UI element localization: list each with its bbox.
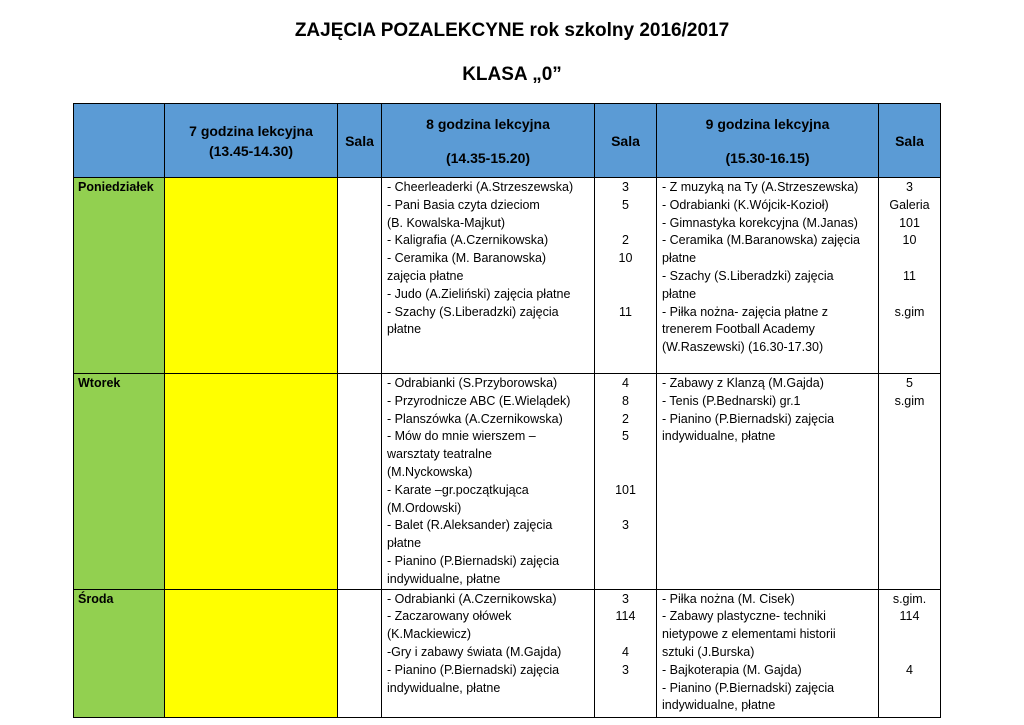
- cell-line: (M.Ordowski): [387, 500, 462, 515]
- cell-line: - Zabawy z Klanzą (M.Gajda): [662, 376, 824, 390]
- cell-line: [879, 680, 940, 698]
- cell-line: - Pianino (P.Biernadski) zajęcia: [662, 411, 835, 426]
- cell-line: 11: [903, 268, 916, 283]
- cell-line: 2: [622, 233, 629, 248]
- cell-line: 8: [622, 393, 629, 408]
- cell-line: -Gry i zabawy świata (M.Gajda): [387, 644, 562, 659]
- cell-line: 3: [622, 180, 629, 194]
- cell-line: indywidualne, płatne: [662, 698, 776, 713]
- cell-line: [595, 553, 656, 571]
- table-row: [74, 374, 941, 590]
- cell-line: 3: [622, 518, 629, 533]
- cell-line: [879, 428, 940, 446]
- cell-line: indywidualne, płatne: [387, 571, 501, 586]
- cell-line: - Zaczarowany ołówek: [387, 609, 512, 624]
- cell-line: [879, 411, 940, 429]
- cell-line: - Piłka nożna- zajęcia płatne z: [662, 304, 829, 319]
- activities-9-cell: [657, 374, 879, 590]
- cell-line: - Szachy (S.Liberadzki) zajęcia: [662, 268, 834, 283]
- cell-line: płatne: [662, 286, 697, 301]
- cell-line: - Pianino (P.Biernadski) zajęcia: [662, 680, 835, 695]
- cell-line: [595, 268, 656, 286]
- cell-line: - Zabawy plastyczne- techniki: [662, 609, 826, 624]
- cell-line: - Tenis (P.Bednarski) gr.1: [662, 393, 801, 408]
- rooms-8-cell: [595, 374, 657, 590]
- cell-line: - Pani Basia czyta dzieciom: [387, 197, 540, 212]
- cell-line: - Gimnastyka korekcyjna (M.Janas): [662, 215, 858, 230]
- cell-line: warsztaty teatralne: [387, 447, 492, 462]
- cell-line: (M.Nyckowska): [387, 464, 473, 479]
- cell-line: s.gim.: [892, 591, 927, 606]
- cell-line: 114: [615, 609, 636, 624]
- empty-sala-cell: [338, 374, 382, 590]
- cell-line: 10: [902, 233, 917, 248]
- activities-9-cell: [657, 178, 879, 374]
- cell-line: [595, 446, 656, 464]
- cell-line: - Judo (A.Zieliński) zajęcia płatne: [387, 286, 571, 301]
- cell-line: 2: [622, 411, 629, 426]
- cell-line: 3: [622, 591, 629, 606]
- rooms-8-cell: [595, 589, 657, 717]
- cell-line: [595, 500, 656, 518]
- rooms-9-cell: [879, 589, 941, 717]
- activities-8-cell: [382, 178, 595, 374]
- cell-line: 5: [622, 197, 629, 212]
- cell-line: (B. Kowalska-Majkut): [387, 215, 506, 230]
- empty-sala-cell: [338, 589, 382, 717]
- cell-line: 4: [622, 644, 629, 659]
- cell-line: nietypowe z elementami historii: [662, 627, 836, 642]
- rooms-8-cell: [595, 178, 657, 374]
- cell-line: - Kaligrafia (A.Czernikowska): [387, 233, 549, 248]
- cell-line: płatne: [387, 322, 422, 337]
- day-cell: Wtorek: [74, 374, 165, 590]
- cell-line: 4: [906, 662, 913, 677]
- cell-line: [595, 215, 656, 233]
- schedule-table: [73, 103, 941, 718]
- activities-8-cell: [382, 589, 595, 717]
- cell-line: s.gim: [894, 304, 925, 319]
- cell-line: [879, 339, 940, 357]
- table-row: [74, 178, 941, 374]
- page-title: ZAJĘCIA POZALEKCYNE rok szkolny 2016/2017: [294, 20, 730, 41]
- cell-line: [595, 535, 656, 553]
- cell-line: [879, 626, 940, 644]
- cell-line: (K.Mackiewicz): [387, 627, 472, 642]
- header-8-godzina: [382, 104, 595, 178]
- cell-line: - Piłka nożna (M. Cisek): [662, 591, 795, 606]
- cell-line: Galeria: [889, 197, 930, 212]
- cell-line: [595, 321, 656, 339]
- header-9-line2: (15.30-16.15): [725, 149, 810, 166]
- cell-line: 11: [619, 304, 632, 319]
- empty-7-cell: [165, 178, 338, 374]
- cell-line: zajęcia płatne: [387, 268, 464, 283]
- day-cell: Poniedziałek: [74, 178, 165, 374]
- cell-line: indywidualne, płatne: [387, 680, 501, 695]
- page-subtitle: KLASA „0”: [462, 64, 562, 85]
- cell-line: - Cheerleaderki (A.Strzeszewska): [387, 180, 574, 194]
- cell-line: s.gim: [894, 393, 925, 408]
- header-9-line1: 9 godzina lekcyjna: [705, 115, 830, 132]
- cell-line: 5: [906, 376, 913, 390]
- cell-line: - Pianino (P.Biernadski) zajęcia: [387, 662, 560, 677]
- header-7-line1: 7 godzina lekcyjna: [189, 122, 313, 139]
- cell-line: (W.Raszewski) (16.30-17.30): [662, 340, 824, 355]
- header-day-cell: [74, 104, 165, 178]
- cell-line: [879, 250, 940, 268]
- header-9-godzina: [657, 104, 879, 178]
- empty-7-cell: [165, 374, 338, 590]
- cell-line: - Przyrodnicze ABC (E.Wielądek): [387, 393, 571, 408]
- cell-line: [879, 321, 940, 339]
- cell-line: 114: [899, 609, 920, 624]
- day-cell: Środa: [74, 589, 165, 717]
- cell-line: 3: [622, 662, 629, 677]
- rooms-9-cell: [879, 178, 941, 374]
- header-7-godzina: [165, 104, 338, 178]
- cell-line: trenerem Football Academy: [662, 322, 815, 337]
- cell-line: 101: [615, 482, 636, 497]
- header-7-line2: (13.45-14.30): [208, 142, 294, 159]
- activities-8-cell: [382, 374, 595, 590]
- cell-line: - Karate –gr.początkująca: [387, 482, 529, 497]
- header-sala-2: Sala: [595, 104, 657, 178]
- cell-line: - Odrabianki (S.Przyborowska): [387, 376, 558, 390]
- cell-line: - Szachy (S.Liberadzki) zajęcia: [387, 304, 559, 319]
- cell-line: [879, 697, 940, 715]
- cell-line: - Ceramika (M.Baranowska) zajęcia: [662, 233, 860, 248]
- header-8-line1: 8 godzina lekcyjna: [426, 115, 550, 132]
- cell-line: - Pianino (P.Biernadski) zajęcia: [387, 553, 560, 568]
- cell-line: [595, 286, 656, 304]
- cell-line: [595, 464, 656, 482]
- empty-7-cell: [165, 589, 338, 717]
- cell-line: 101: [899, 215, 920, 230]
- cell-line: 3: [906, 180, 913, 194]
- cell-line: [879, 286, 940, 304]
- cell-line: [595, 571, 656, 589]
- cell-line: - Planszówka (A.Czernikowska): [387, 411, 563, 426]
- cell-line: płatne: [662, 251, 697, 266]
- header-row: [74, 104, 941, 178]
- cell-line: - Mów do mnie wierszem –: [387, 429, 536, 444]
- cell-line: indywidualne, płatne: [662, 429, 776, 444]
- cell-line: - Odrabianki (K.Wójcik-Kozioł): [662, 197, 829, 212]
- cell-line: - Ceramika (M. Baranowska): [387, 251, 547, 266]
- cell-line: - Z muzyką na Ty (A.Strzeszewska): [662, 180, 859, 194]
- cell-line: [595, 626, 656, 644]
- header-sala-3: Sala: [879, 104, 941, 178]
- cell-line: sztuki (J.Burska): [662, 644, 755, 659]
- cell-line: - Balet (R.Aleksander) zajęcia: [387, 518, 553, 533]
- empty-sala-cell: [338, 178, 382, 374]
- cell-line: - Odrabianki (A.Czernikowska): [387, 591, 557, 606]
- header-8-line2: (14.35-15.20): [445, 149, 531, 166]
- cell-line: 5: [622, 429, 629, 444]
- cell-line: - Bajkoterapia (M. Gajda): [662, 662, 802, 677]
- header-sala-1: Sala: [338, 104, 382, 178]
- cell-line: płatne: [387, 536, 422, 551]
- cell-line: 4: [622, 376, 629, 390]
- cell-line: [595, 680, 656, 698]
- cell-line: 10: [618, 251, 633, 266]
- activities-9-cell: [657, 589, 879, 717]
- cell-line: [879, 644, 940, 662]
- rooms-9-cell: [879, 374, 941, 590]
- table-row: [74, 589, 941, 717]
